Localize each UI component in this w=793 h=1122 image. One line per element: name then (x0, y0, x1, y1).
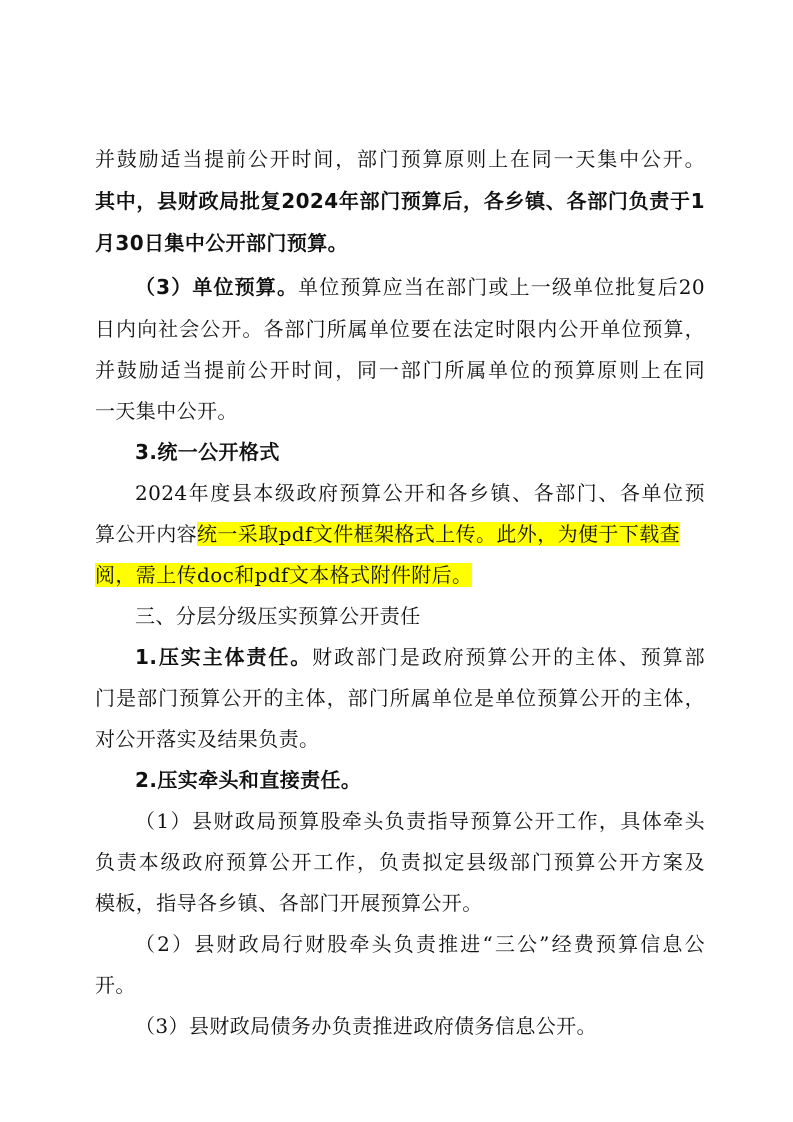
item-heading-line (135, 766, 705, 794)
line-text: 三、分层分级压实预算公开责任 (135, 604, 421, 628)
paragraph-line (135, 930, 705, 958)
line-text: 3.统一公开格式 (135, 440, 280, 464)
paragraph-line (95, 561, 705, 589)
paragraph-line (135, 807, 705, 835)
line-text: 算公开内容 (95, 522, 197, 546)
paragraph-line (95, 145, 705, 173)
line-text: 日内向社会公开。各部门所属单位要在法定时限内公开单位预算， (95, 317, 705, 341)
line-text: 开。 (95, 973, 136, 997)
paragraph-line (95, 520, 705, 548)
section-heading (135, 438, 705, 466)
highlighted-text: 阅，需上传doc和pdf文本格式附件附后。 (95, 563, 473, 587)
paragraph-line (95, 725, 705, 753)
item-heading: （3）单位预算。 (135, 275, 299, 299)
line-text: （2）县财政局行财股牵头负责推进“三公”经费预算信息公 (135, 932, 705, 956)
bold-paragraph-line (95, 187, 705, 215)
line-text: 单位预算应当在部门或上一级单位批复后20 (298, 275, 705, 299)
line-text: 月30日集中公开部门预算。 (95, 231, 349, 255)
line-text: 并鼓励适当提前公开时间，部门预算原则上在同一天集中公开。 (95, 147, 705, 171)
bold-paragraph-line (95, 229, 705, 257)
line-text: （3）县财政局债务办负责推进政府债务信息公开。 (135, 1014, 597, 1038)
paragraph-line (95, 889, 705, 917)
item-heading: 2.压实牵头和直接责任。 (135, 768, 362, 792)
line-text: 并鼓励适当提前公开时间，同一部门所属单位的预算原则上在同 (95, 358, 705, 382)
paragraph-line (95, 356, 705, 384)
line-text: 其中，县财政局批复2024年部门预算后，各乡镇、各部门负责于1 (95, 189, 705, 213)
paragraph-line (95, 684, 705, 712)
chapter-heading (135, 602, 705, 630)
line-text: 对公开落实及结果负责。 (95, 727, 320, 751)
line-text: 一天集中公开。 (95, 399, 238, 423)
highlighted-text: 统一采取pdf文件框架格式上传。此外，为便于下载查 (197, 522, 681, 546)
line-text: 负责本级政府预算公开工作，负责拟定县级部门预算公开方案及 (95, 850, 705, 874)
line-text: 门是部门预算公开的主体，部门所属单位是单位预算公开的主体， (95, 686, 705, 710)
paragraph-line (95, 971, 705, 999)
line-text: 2024年度县本级政府预算公开和各乡镇、各部门、各单位预 (135, 481, 705, 505)
paragraph-line (95, 315, 705, 343)
paragraph-line (135, 643, 705, 671)
line-text: 财政部门是政府预算公开的主体、预算部 (312, 645, 705, 669)
paragraph-line (95, 397, 705, 425)
paragraph-line (95, 848, 705, 876)
paragraph-line (135, 479, 705, 507)
line-text: 模板，指导各乡镇、各部门开展预算公开。 (95, 891, 483, 915)
item-heading: 1.压实主体责任。 (135, 645, 313, 669)
paragraph-line (135, 1012, 705, 1040)
paragraph-line (135, 273, 705, 301)
line-text: （1）县财政局预算股牵头负责指导预算公开工作，具体牵头 (135, 809, 705, 833)
